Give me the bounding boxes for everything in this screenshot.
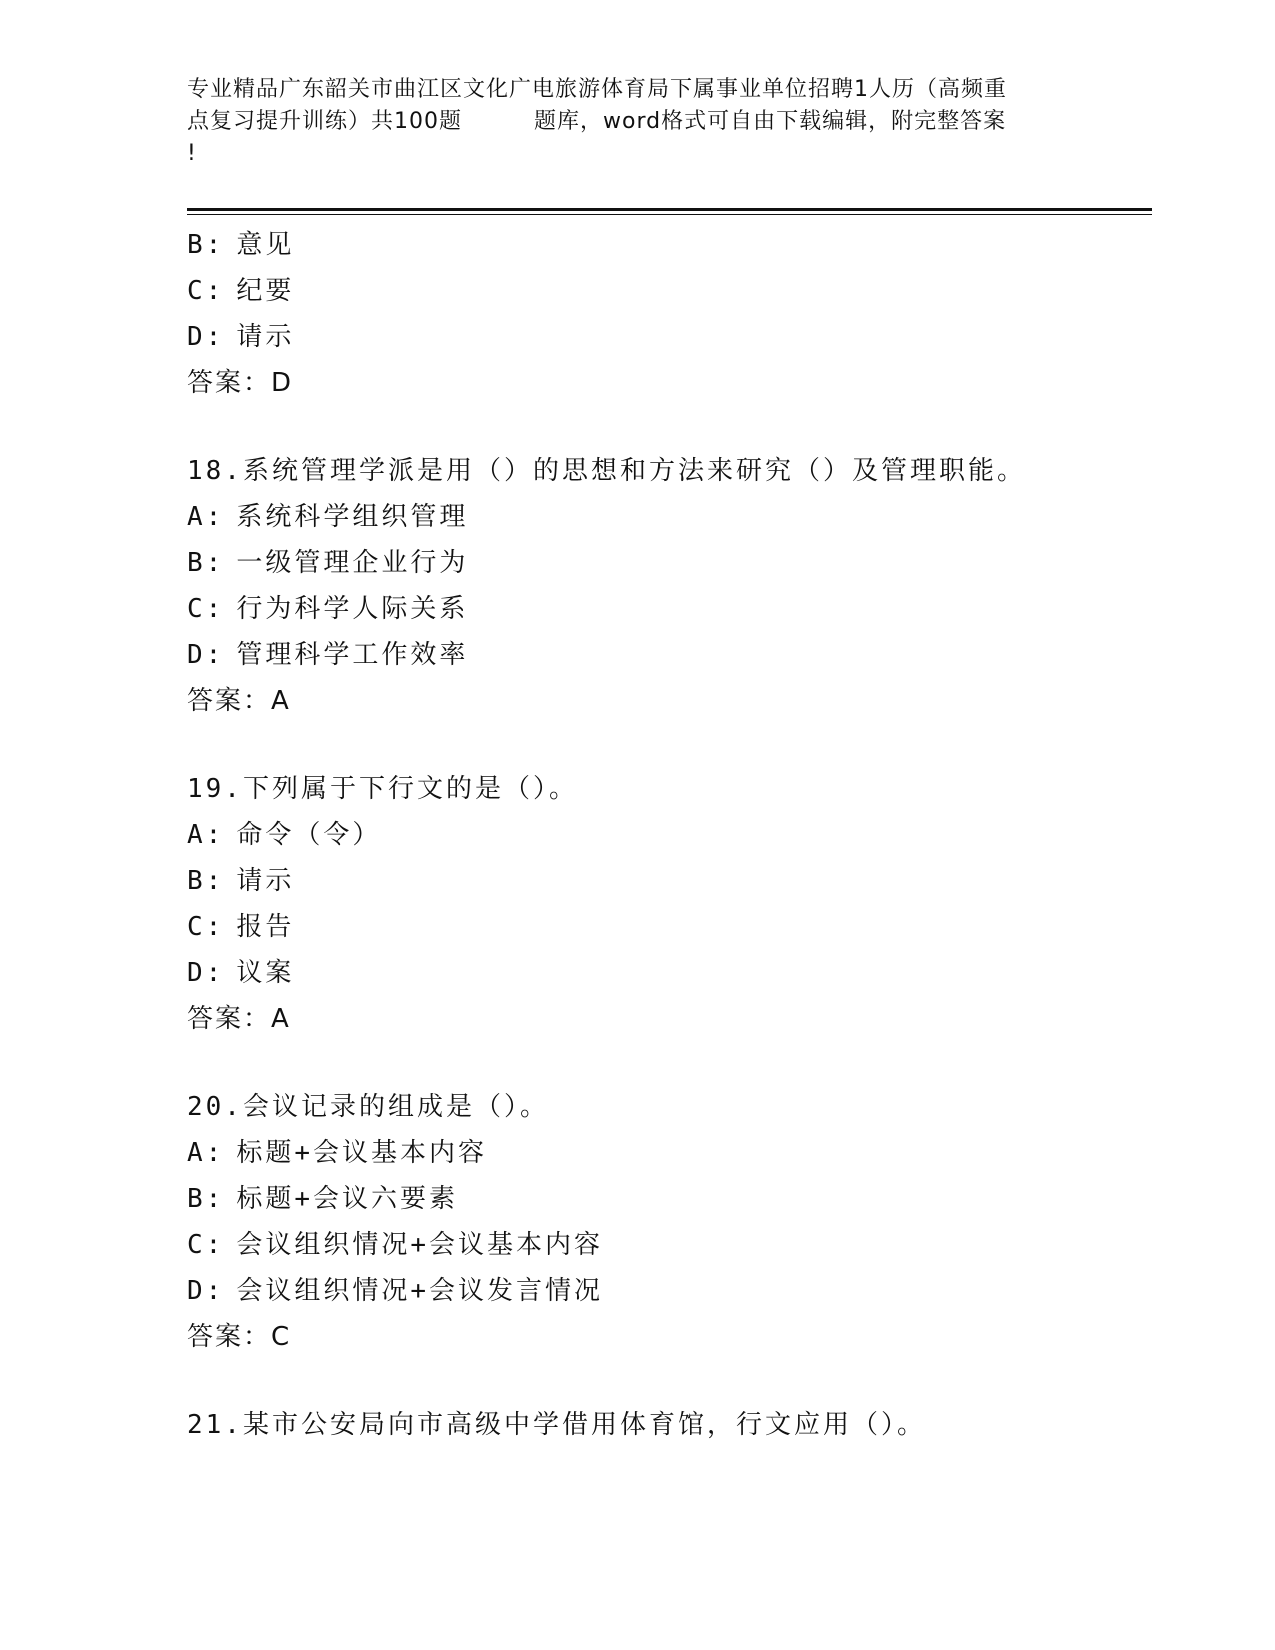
option-text: 标题+会议基本内容 (236, 1138, 487, 1168)
option-row (187, 540, 1152, 586)
question-text: 19.下列属于下行文的是（）。 (187, 774, 578, 804)
option-letter: A: (187, 820, 225, 850)
question-text: 20.会议记录的组成是（）。 (187, 1092, 549, 1122)
option-letter: C: (187, 594, 225, 624)
option-letter: D: (187, 1276, 225, 1306)
option-text: 请示 (236, 866, 295, 896)
option-text: 纪要 (236, 276, 295, 306)
answer-line: 答案：A (187, 1004, 291, 1034)
option-letter: C: (187, 912, 225, 942)
option-row (187, 494, 1152, 540)
option-row (187, 1130, 1152, 1176)
option-letter: C: (187, 276, 225, 306)
option-row (187, 632, 1152, 678)
option-text: 请示 (236, 322, 295, 352)
answer-line: 答案：C (187, 1322, 292, 1352)
option-row (187, 812, 1152, 858)
option-letter: A: (187, 502, 225, 532)
header-line-2a: 点复习提升训练）共100题 (187, 109, 462, 134)
option-letter: B: (187, 1184, 225, 1214)
option-text: 会议组织情况+会议发言情况 (236, 1276, 603, 1306)
option-row (187, 950, 1152, 996)
document-header (187, 74, 1087, 170)
option-text: 标题+会议六要素 (236, 1184, 458, 1214)
answer-line: 答案：A (187, 686, 291, 716)
option-row (187, 858, 1152, 904)
option-row (187, 222, 1152, 268)
option-letter: C: (187, 1230, 225, 1260)
option-letter: D: (187, 322, 225, 352)
option-row (187, 586, 1152, 632)
option-letter: B: (187, 866, 225, 896)
option-row (187, 1222, 1152, 1268)
option-text: 会议组织情况+会议基本内容 (236, 1230, 603, 1260)
option-text: 意见 (236, 230, 295, 260)
option-row (187, 1176, 1152, 1222)
option-letter: D: (187, 640, 225, 670)
option-text: 议案 (236, 958, 295, 988)
option-row (187, 314, 1152, 360)
question-text: 18.系统管理学派是用（）的思想和方法来研究（）及管理职能。 (187, 456, 1026, 486)
header-divider-thick (187, 208, 1152, 211)
option-text: 命令（令） (236, 820, 382, 850)
option-text: 行为科学人际关系 (236, 594, 469, 624)
header-line-3: ! (187, 141, 197, 166)
header-line-2 (187, 106, 1087, 138)
option-letter: B: (187, 548, 225, 578)
question-content (187, 222, 1152, 1448)
option-text: 管理科学工作效率 (236, 640, 469, 670)
option-letter: B: (187, 230, 225, 260)
option-letter: D: (187, 958, 225, 988)
header-divider-thin (187, 214, 1152, 215)
answer-line: 答案：D (187, 368, 294, 398)
option-row (187, 1268, 1152, 1314)
question-text: 21.某市公安局向市高级中学借用体育馆，行文应用（）。 (187, 1410, 926, 1440)
option-letter: A: (187, 1138, 225, 1168)
header-line-2b: 题库，word格式可自由下载编辑，附完整答案 (534, 109, 1007, 134)
option-text: 一级管理企业行为 (236, 548, 469, 578)
option-row (187, 904, 1152, 950)
option-text: 报告 (236, 912, 295, 942)
option-text: 系统科学组织管理 (236, 502, 469, 532)
option-row (187, 268, 1152, 314)
header-line-1: 专业精品广东韶关市曲江区文化广电旅游体育局下属事业单位招聘1人历（高频重 (187, 77, 1007, 102)
